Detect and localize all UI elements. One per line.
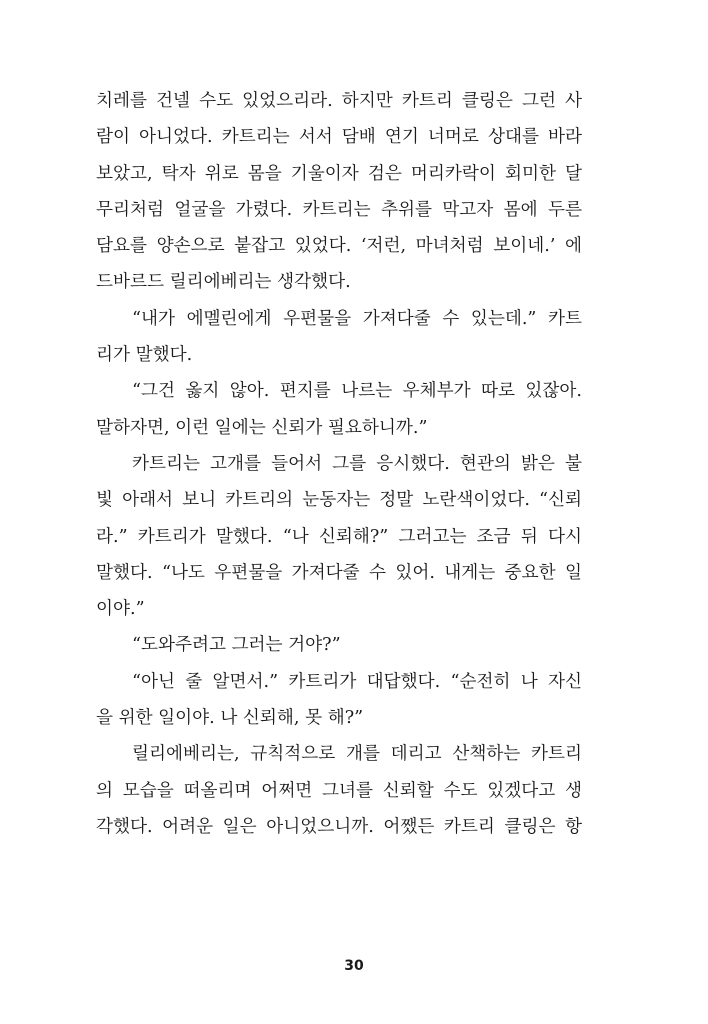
text-line: 빛 아래서 보니 카트리의 눈동자는 정말 노란색이었다. “신뢰 xyxy=(96,490,582,511)
text-line: “아닌 줄 알면서.” 카트리가 대답했다. “순전히 나 자신 xyxy=(132,671,582,692)
text-line: 이야.” xyxy=(96,599,145,620)
text-line: “도와주려고 그러는 거야?” xyxy=(132,635,341,656)
text-line: “내가 에멜린에게 우편물을 가져다줄 수 있는데.” 카트 xyxy=(132,308,582,329)
text-line: 카트리는 고개를 들어서 그를 응시했다. 현관의 밝은 불 xyxy=(132,453,582,474)
text-line: 드바르드 릴리에베리는 생각했다. xyxy=(96,272,351,293)
text-line: 리가 말했다. xyxy=(96,345,193,366)
page-number: 30 xyxy=(344,958,364,974)
text-line: 보았고, 탁자 위로 몸을 기울이자 검은 머리카락이 회미한 달 xyxy=(96,163,582,184)
text-line: 담요를 양손으로 붙잡고 있었다. ‘저런, 마녀처럼 보이네.’ 에 xyxy=(96,236,582,257)
text-line: “그건 옳지 않아. 편지를 나르는 우체부가 따로 있잖아. xyxy=(132,381,582,402)
text-line: 람이 아니었다. 카트리는 서서 담배 연기 너머로 상대를 바라 xyxy=(96,127,582,148)
text-line: 무리처럼 얼굴을 가렸다. 카트리는 추위를 막고자 몸에 두른 xyxy=(96,199,582,220)
text-line: 말했다. “나도 우편물을 가져다줄 수 있어. 내게는 중요한 일 xyxy=(96,562,582,583)
text-line: 의 모습을 떠올리며 어쩌면 그녀를 신뢰할 수도 있겠다고 생 xyxy=(96,780,582,801)
text-line: 치레를 건넬 수도 있었으리라. 하지만 카트리 클링은 그런 사 xyxy=(96,91,582,111)
text-line: 각했다. 어려운 일은 아니었으니까. 어쨌든 카트리 클링은 항 xyxy=(96,816,582,837)
text-line: 을 위한 일이야. 나 신뢰해, 못 해?” xyxy=(96,708,364,729)
text-line: 말하자면, 이런 일에는 신뢰가 필요하니까.” xyxy=(96,417,428,438)
text-line: 라.” 카트리가 말했다. “나 신뢰해?” 그러고는 조금 뒤 다시 xyxy=(96,526,582,547)
text-line: 릴리에베리는, 규칙적으로 개를 데리고 산책하는 카트리 xyxy=(132,744,582,765)
body-text xyxy=(96,83,582,845)
